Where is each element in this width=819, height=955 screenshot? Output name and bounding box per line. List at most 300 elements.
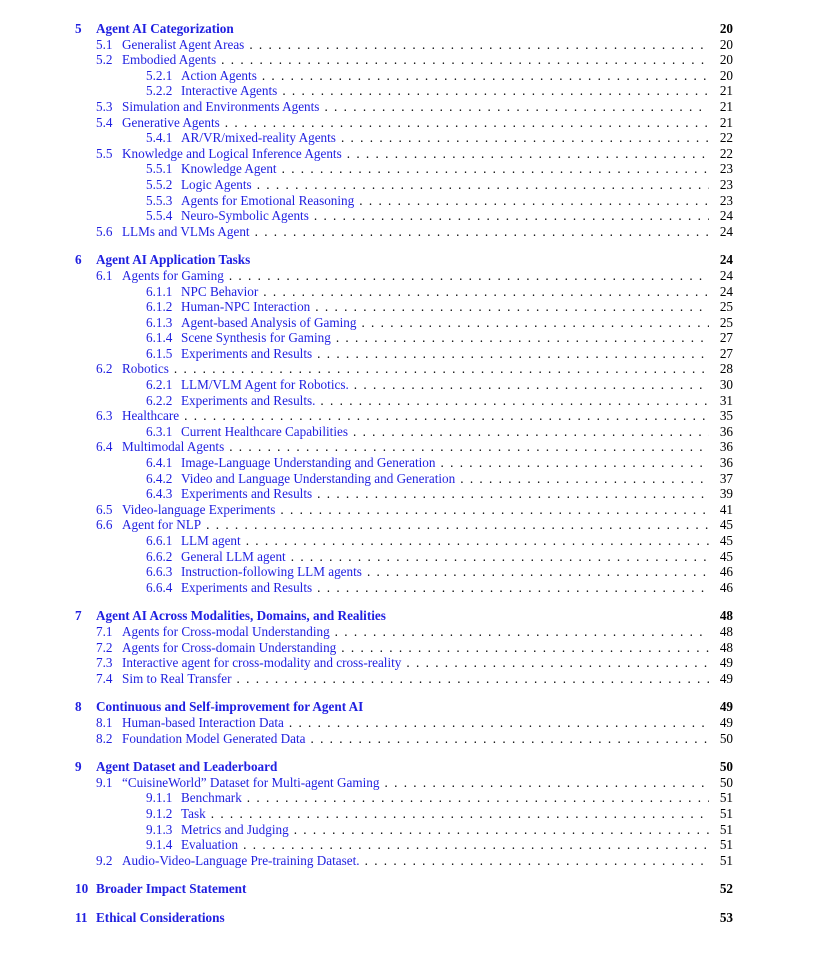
section-title: Image-Language Understanding and Generation bbox=[181, 455, 436, 471]
dot-leader bbox=[385, 775, 710, 791]
section-number: 6 bbox=[75, 252, 82, 268]
dot-leader bbox=[184, 408, 709, 424]
toc-entry-link[interactable] bbox=[75, 881, 246, 897]
toc-entry-row bbox=[75, 564, 733, 580]
page-number: 24 bbox=[719, 223, 733, 239]
toc-entry-link[interactable] bbox=[96, 517, 201, 533]
section-title: Knowledge Agent bbox=[181, 161, 277, 177]
toc-entry-row bbox=[75, 549, 733, 565]
toc-entry-link[interactable] bbox=[146, 161, 277, 177]
dot-leader bbox=[206, 517, 709, 533]
section-title: Foundation Model Generated Data bbox=[122, 730, 306, 746]
page-number: 36 bbox=[719, 455, 733, 471]
section-title: Ethical Considerations bbox=[96, 909, 225, 925]
toc-entry-link[interactable] bbox=[146, 83, 277, 99]
dot-leader bbox=[247, 790, 709, 806]
section-title: Agent AI Categorization bbox=[96, 21, 234, 36]
dot-leader bbox=[441, 455, 710, 471]
toc-entry-row bbox=[75, 715, 733, 731]
page-number: 27 bbox=[719, 330, 733, 346]
dot-leader bbox=[282, 83, 709, 99]
section-title: General LLM agent bbox=[181, 548, 286, 564]
toc-entry-link[interactable] bbox=[146, 193, 354, 209]
toc-entry-row bbox=[75, 471, 733, 487]
section-number: 6.2.1 bbox=[146, 377, 173, 393]
dot-leader bbox=[317, 580, 709, 596]
section-number: 5 bbox=[75, 21, 82, 36]
toc-entry-link[interactable] bbox=[146, 471, 455, 487]
toc-entry-row bbox=[75, 346, 733, 362]
page-number: 20 bbox=[719, 67, 733, 83]
section-number: 7.3 bbox=[96, 655, 113, 671]
toc-entry-row bbox=[75, 533, 733, 549]
section-title: Multimodal Agents bbox=[122, 439, 225, 455]
page-number: 49 bbox=[719, 670, 733, 686]
toc-entry-link[interactable] bbox=[146, 208, 309, 224]
dot-leader bbox=[314, 208, 709, 224]
page-number: 51 bbox=[719, 790, 733, 806]
toc-entry-link[interactable] bbox=[96, 99, 319, 115]
section-number: 5.5.1 bbox=[146, 161, 173, 177]
section-title: Agents for Cross-domain Understanding bbox=[122, 639, 337, 655]
section-title: Agents for Emotional Reasoning bbox=[181, 192, 355, 208]
toc-entry-row bbox=[75, 115, 733, 131]
page-number: 20 bbox=[719, 21, 733, 36]
toc-entry-row bbox=[75, 837, 733, 853]
section-title: Agents for Gaming bbox=[122, 267, 224, 283]
toc-entry-link[interactable] bbox=[146, 346, 312, 362]
toc-section-row bbox=[75, 881, 733, 897]
dot-leader bbox=[353, 424, 709, 440]
section-title: Evaluation bbox=[181, 837, 239, 853]
toc-entry-link[interactable] bbox=[146, 315, 356, 331]
section-number: 5.2.1 bbox=[146, 67, 173, 83]
toc-entry-link[interactable] bbox=[96, 502, 275, 518]
section-number: 6.6 bbox=[96, 517, 113, 533]
section-number: 6.6.1 bbox=[146, 533, 173, 548]
section-number: 7.2 bbox=[96, 639, 113, 655]
toc-entry-row bbox=[75, 52, 733, 68]
page-number: 49 bbox=[719, 699, 733, 715]
toc-entry-link[interactable] bbox=[146, 533, 241, 549]
section-number: 6.5 bbox=[96, 501, 113, 517]
toc-entry-row bbox=[75, 315, 733, 331]
page-number: 36 bbox=[719, 423, 733, 439]
dot-leader bbox=[406, 655, 709, 671]
dot-leader bbox=[294, 822, 709, 838]
dot-leader bbox=[249, 37, 709, 53]
page-number: 22 bbox=[719, 145, 733, 161]
toc-entry-row bbox=[75, 361, 733, 377]
section-number: 6.6.4 bbox=[146, 579, 173, 595]
page-number: 39 bbox=[719, 486, 733, 502]
dot-leader bbox=[341, 130, 709, 146]
toc-entry-row bbox=[75, 853, 733, 869]
section-number: 6.1.1 bbox=[146, 283, 173, 299]
dot-leader bbox=[246, 533, 709, 549]
dot-leader bbox=[460, 471, 709, 487]
section-number: 5.2.2 bbox=[146, 83, 173, 99]
section-title: Current Healthcare Capabilities bbox=[181, 423, 348, 439]
dot-leader bbox=[317, 486, 709, 502]
toc-section-row bbox=[75, 21, 733, 37]
page-number: 31 bbox=[719, 392, 733, 408]
section-title: Metrics and Judging bbox=[181, 821, 289, 837]
toc-entry-link[interactable] bbox=[146, 424, 348, 440]
toc-entry-row bbox=[75, 455, 733, 471]
section-number: 5.1 bbox=[96, 36, 113, 52]
toc-entry-row bbox=[75, 268, 733, 284]
section-title: Simulation and Environments Agents bbox=[122, 98, 320, 114]
section-title: Instruction-following LLM agents bbox=[181, 564, 362, 580]
page-number: 50 bbox=[719, 774, 733, 790]
page-number: 41 bbox=[719, 501, 733, 517]
toc-entry-link[interactable] bbox=[146, 299, 310, 315]
section-title: Agent-based Analysis of Gaming bbox=[181, 314, 357, 330]
toc-entry-link[interactable] bbox=[146, 393, 315, 409]
dot-leader bbox=[282, 161, 709, 177]
toc-entry-row bbox=[75, 208, 733, 224]
toc-entry-row bbox=[75, 502, 733, 518]
toc-entry-link[interactable] bbox=[75, 608, 386, 624]
page-number: 52 bbox=[719, 881, 733, 897]
section-title: Sim to Real Transfer bbox=[122, 670, 232, 686]
dot-leader bbox=[336, 330, 709, 346]
toc-entry-link[interactable] bbox=[146, 377, 349, 393]
toc-entry-link[interactable] bbox=[146, 68, 257, 84]
toc-entry-link[interactable] bbox=[146, 330, 331, 346]
toc-entry-link[interactable] bbox=[75, 252, 250, 268]
section-number: 9.1.3 bbox=[146, 821, 173, 837]
toc-entry-row bbox=[75, 424, 733, 440]
toc-entry-row bbox=[75, 330, 733, 346]
page-number: 24 bbox=[719, 252, 733, 268]
section-title: Agent AI Across Modalities, Domains, and Realities bbox=[96, 608, 386, 624]
section-title: Continuous and Self-improvement for Agent AI bbox=[96, 699, 364, 715]
section-title: Video-language Experiments bbox=[122, 501, 276, 517]
toc-entry-link[interactable] bbox=[75, 699, 363, 715]
toc-entry-link[interactable] bbox=[96, 853, 360, 869]
dot-leader bbox=[347, 146, 709, 162]
dot-leader bbox=[262, 68, 709, 84]
section-number: 9.1.4 bbox=[146, 837, 173, 853]
page-number: 24 bbox=[719, 267, 733, 283]
dot-leader bbox=[367, 564, 709, 580]
section-title: Neuro-Symbolic Agents bbox=[181, 208, 309, 224]
toc-entry-link[interactable] bbox=[96, 361, 169, 377]
toc-entry-row bbox=[75, 83, 733, 99]
section-title: Healthcare bbox=[122, 408, 180, 424]
section-title: Audio-Video-Language Pre-training Dataset. bbox=[122, 852, 360, 868]
toc-entry-row bbox=[75, 580, 733, 596]
page-number: 35 bbox=[719, 408, 733, 424]
page-number: 22 bbox=[719, 130, 733, 146]
toc-entry-row bbox=[75, 671, 733, 687]
toc-entry-link[interactable] bbox=[146, 822, 289, 838]
toc-entry-link[interactable] bbox=[96, 268, 224, 284]
section-number: 6.3.1 bbox=[146, 423, 173, 439]
toc-entry-row bbox=[75, 377, 733, 393]
section-number: 5.5 bbox=[96, 145, 113, 161]
page-number: 46 bbox=[719, 564, 733, 580]
toc-entry-link[interactable] bbox=[96, 115, 220, 131]
toc-entry-link[interactable] bbox=[96, 408, 179, 424]
dot-leader bbox=[310, 731, 709, 747]
section-title: Agent AI Application Tasks bbox=[96, 252, 251, 268]
section-title: Experiments and Results bbox=[181, 345, 313, 361]
toc-entry-link[interactable] bbox=[146, 130, 336, 146]
section-number: 8 bbox=[75, 699, 82, 715]
toc-entry-link[interactable] bbox=[96, 37, 244, 53]
page-number: 48 bbox=[719, 608, 733, 624]
section-number: 6.2.2 bbox=[146, 392, 173, 408]
page-number: 28 bbox=[719, 361, 733, 377]
dot-leader bbox=[280, 502, 709, 518]
section-number: 5.4.1 bbox=[146, 130, 173, 146]
toc-entry-row bbox=[75, 224, 733, 240]
toc-entry-row bbox=[75, 68, 733, 84]
section-title: AR/VR/mixed-reality Agents bbox=[181, 130, 336, 146]
section-title: Action Agents bbox=[181, 67, 257, 83]
section-number: 6.1.3 bbox=[146, 314, 173, 330]
toc-entry-row bbox=[75, 177, 733, 193]
toc-entry-link[interactable] bbox=[75, 759, 277, 775]
toc-section-row bbox=[75, 699, 733, 715]
dot-leader bbox=[237, 671, 709, 687]
toc-entry-link[interactable] bbox=[96, 52, 216, 68]
section-number: 6.1 bbox=[96, 267, 113, 283]
page-number: 23 bbox=[719, 192, 733, 208]
toc-entry-row bbox=[75, 486, 733, 502]
section-number: 5.5.3 bbox=[146, 192, 173, 208]
toc-entry-link[interactable] bbox=[96, 624, 330, 640]
section-number: 5.2 bbox=[96, 52, 113, 68]
section-number: 7 bbox=[75, 608, 82, 624]
toc-entry-link[interactable] bbox=[96, 731, 305, 747]
section-number: 9.1 bbox=[96, 774, 113, 790]
dot-leader bbox=[263, 284, 709, 300]
page-number: 24 bbox=[719, 283, 733, 299]
section-title: Human-NPC Interaction bbox=[181, 299, 311, 315]
section-title: Robotics bbox=[122, 361, 169, 377]
page-number: 30 bbox=[719, 377, 733, 393]
toc-entry-row bbox=[75, 99, 733, 115]
page-number: 27 bbox=[719, 345, 733, 361]
dot-leader bbox=[174, 361, 709, 377]
dot-leader bbox=[315, 299, 709, 315]
toc-entry-link[interactable] bbox=[96, 146, 342, 162]
page-number: 45 bbox=[719, 548, 733, 564]
section-title: Generative Agents bbox=[122, 114, 220, 130]
toc-entry-link[interactable] bbox=[96, 775, 380, 791]
toc-entry-link[interactable] bbox=[75, 21, 234, 37]
toc-entry-row bbox=[75, 822, 733, 838]
page-number: 37 bbox=[719, 470, 733, 486]
toc-entry-row bbox=[75, 146, 733, 162]
dot-leader bbox=[289, 715, 709, 731]
dot-leader bbox=[324, 99, 709, 115]
section-title: LLMs and VLMs Agent bbox=[122, 223, 250, 239]
dot-leader bbox=[229, 268, 709, 284]
section-number: 7.1 bbox=[96, 623, 113, 639]
section-number: 6.4.2 bbox=[146, 470, 173, 486]
page-number: 48 bbox=[719, 623, 733, 639]
section-title: Experiments and Results bbox=[181, 579, 313, 595]
page-number: 23 bbox=[719, 176, 733, 192]
page-number: 20 bbox=[719, 52, 733, 68]
section-number: 6.2 bbox=[96, 361, 113, 377]
dot-leader bbox=[211, 806, 709, 822]
section-number: 5.5.2 bbox=[146, 176, 173, 192]
dot-leader bbox=[365, 853, 709, 869]
section-title: Logic Agents bbox=[181, 176, 252, 192]
section-number: 8.1 bbox=[96, 714, 113, 730]
dot-leader bbox=[335, 624, 709, 640]
page-number: 36 bbox=[719, 439, 733, 455]
section-title: Task bbox=[181, 805, 206, 821]
toc-entry-link[interactable] bbox=[146, 564, 362, 580]
section-title: LLM agent bbox=[181, 533, 241, 548]
toc-entry-row bbox=[75, 775, 733, 791]
toc-entry-row bbox=[75, 37, 733, 53]
page-number: 49 bbox=[719, 714, 733, 730]
toc-entry-row bbox=[75, 393, 733, 409]
toc-entry-link[interactable] bbox=[146, 284, 258, 300]
section-number: 8.2 bbox=[96, 730, 113, 746]
toc-section-row bbox=[75, 759, 733, 775]
toc-entry-link[interactable] bbox=[146, 177, 252, 193]
dot-leader bbox=[229, 439, 709, 455]
dot-leader bbox=[291, 549, 709, 565]
toc-entry-link[interactable] bbox=[146, 806, 206, 822]
toc-entry-row bbox=[75, 790, 733, 806]
toc-entry-row bbox=[75, 655, 733, 671]
page-number: 48 bbox=[719, 639, 733, 655]
toc-entry-row bbox=[75, 299, 733, 315]
toc-entry-link[interactable] bbox=[146, 580, 312, 596]
section-number: 9.2 bbox=[96, 852, 113, 868]
toc-entry-link[interactable] bbox=[146, 549, 286, 565]
page-number: 24 bbox=[719, 208, 733, 224]
section-title: Agents for Cross-modal Understanding bbox=[122, 623, 330, 639]
section-title: Experiments and Results bbox=[181, 486, 313, 502]
section-number: 11 bbox=[75, 909, 88, 925]
page-number: 20 bbox=[719, 36, 733, 52]
page-number: 50 bbox=[719, 759, 733, 775]
section-title: Knowledge and Logical Inference Agents bbox=[122, 145, 342, 161]
section-title: Embodied Agents bbox=[122, 52, 217, 68]
page-number: 45 bbox=[719, 533, 733, 548]
toc-entry-link[interactable] bbox=[146, 486, 312, 502]
section-number: 6.1.4 bbox=[146, 330, 173, 346]
dot-leader bbox=[221, 52, 709, 68]
page-number: 21 bbox=[719, 98, 733, 114]
section-title: Experiments and Results. bbox=[181, 392, 316, 408]
toc-entry-link[interactable] bbox=[146, 837, 238, 853]
toc-entry-row bbox=[75, 439, 733, 455]
toc-entry-row bbox=[75, 408, 733, 424]
section-title: Interactive agent for cross-modality and cross-reality bbox=[122, 655, 402, 671]
section-number: 9 bbox=[75, 759, 82, 775]
section-title: Generalist Agent Areas bbox=[122, 36, 245, 52]
toc-entry-link[interactable] bbox=[96, 224, 250, 240]
section-number: 7.4 bbox=[96, 670, 113, 686]
page-number: 51 bbox=[719, 852, 733, 868]
dot-leader bbox=[341, 640, 709, 656]
section-number: 5.4 bbox=[96, 114, 113, 130]
section-title: Broader Impact Statement bbox=[96, 881, 247, 897]
section-number: 9.1.1 bbox=[146, 790, 173, 806]
table-of-contents bbox=[75, 21, 733, 925]
page-number: 45 bbox=[719, 517, 733, 533]
section-number: 6.4.1 bbox=[146, 455, 173, 471]
section-title: Agent for NLP bbox=[122, 517, 202, 533]
toc-entry-row bbox=[75, 161, 733, 177]
dot-leader bbox=[255, 224, 709, 240]
toc-entry-link[interactable] bbox=[96, 640, 336, 656]
section-number: 9.1.2 bbox=[146, 805, 173, 821]
dot-leader bbox=[225, 115, 709, 131]
toc-entry-link[interactable] bbox=[96, 715, 284, 731]
section-number: 6.1.5 bbox=[146, 345, 173, 361]
section-title: Video and Language Understanding and Generation bbox=[181, 470, 456, 486]
section-number: 6.3 bbox=[96, 408, 113, 424]
toc-entry-link[interactable] bbox=[146, 455, 436, 471]
toc-section-row bbox=[75, 608, 733, 624]
dot-leader bbox=[354, 377, 709, 393]
section-title: Benchmark bbox=[181, 790, 242, 806]
page-number: 51 bbox=[719, 837, 733, 853]
section-number: 6.1.2 bbox=[146, 299, 173, 315]
section-number: 6.4 bbox=[96, 439, 113, 455]
section-title: LLM/VLM Agent for Robotics. bbox=[181, 377, 349, 393]
section-number: 5.5.4 bbox=[146, 208, 173, 224]
page-number: 21 bbox=[719, 114, 733, 130]
page-number: 25 bbox=[719, 299, 733, 315]
toc-entry-link[interactable] bbox=[96, 655, 401, 671]
section-number: 6.4.3 bbox=[146, 486, 173, 502]
page-number: 21 bbox=[719, 83, 733, 99]
toc-entry-link[interactable] bbox=[146, 790, 242, 806]
page-number: 46 bbox=[719, 579, 733, 595]
toc-entry-row bbox=[75, 731, 733, 747]
page-number: 51 bbox=[719, 821, 733, 837]
dot-leader bbox=[359, 193, 709, 209]
section-number: 6.6.3 bbox=[146, 564, 173, 580]
toc-entry-row bbox=[75, 130, 733, 146]
toc-section-row bbox=[75, 252, 733, 268]
toc-entry-row bbox=[75, 517, 733, 533]
dot-leader bbox=[243, 837, 709, 853]
toc-entry-link[interactable] bbox=[96, 439, 224, 455]
toc-entry-row bbox=[75, 193, 733, 209]
page-number: 53 bbox=[719, 909, 733, 925]
toc-entry-row bbox=[75, 806, 733, 822]
toc-entry-link[interactable] bbox=[75, 910, 225, 926]
dot-leader bbox=[317, 346, 709, 362]
section-title: Human-based Interaction Data bbox=[122, 714, 284, 730]
section-title: “CuisineWorld” Dataset for Multi-agent Gaming bbox=[122, 774, 380, 790]
dot-leader bbox=[320, 393, 709, 409]
page-number: 51 bbox=[719, 805, 733, 821]
toc-entry-row bbox=[75, 284, 733, 300]
page-number: 23 bbox=[719, 161, 733, 177]
page-number: 50 bbox=[719, 730, 733, 746]
section-title: Scene Synthesis for Gaming bbox=[181, 330, 331, 346]
section-number: 5.3 bbox=[96, 98, 113, 114]
toc-entry-link[interactable] bbox=[96, 671, 232, 687]
section-number: 6.6.2 bbox=[146, 548, 173, 564]
